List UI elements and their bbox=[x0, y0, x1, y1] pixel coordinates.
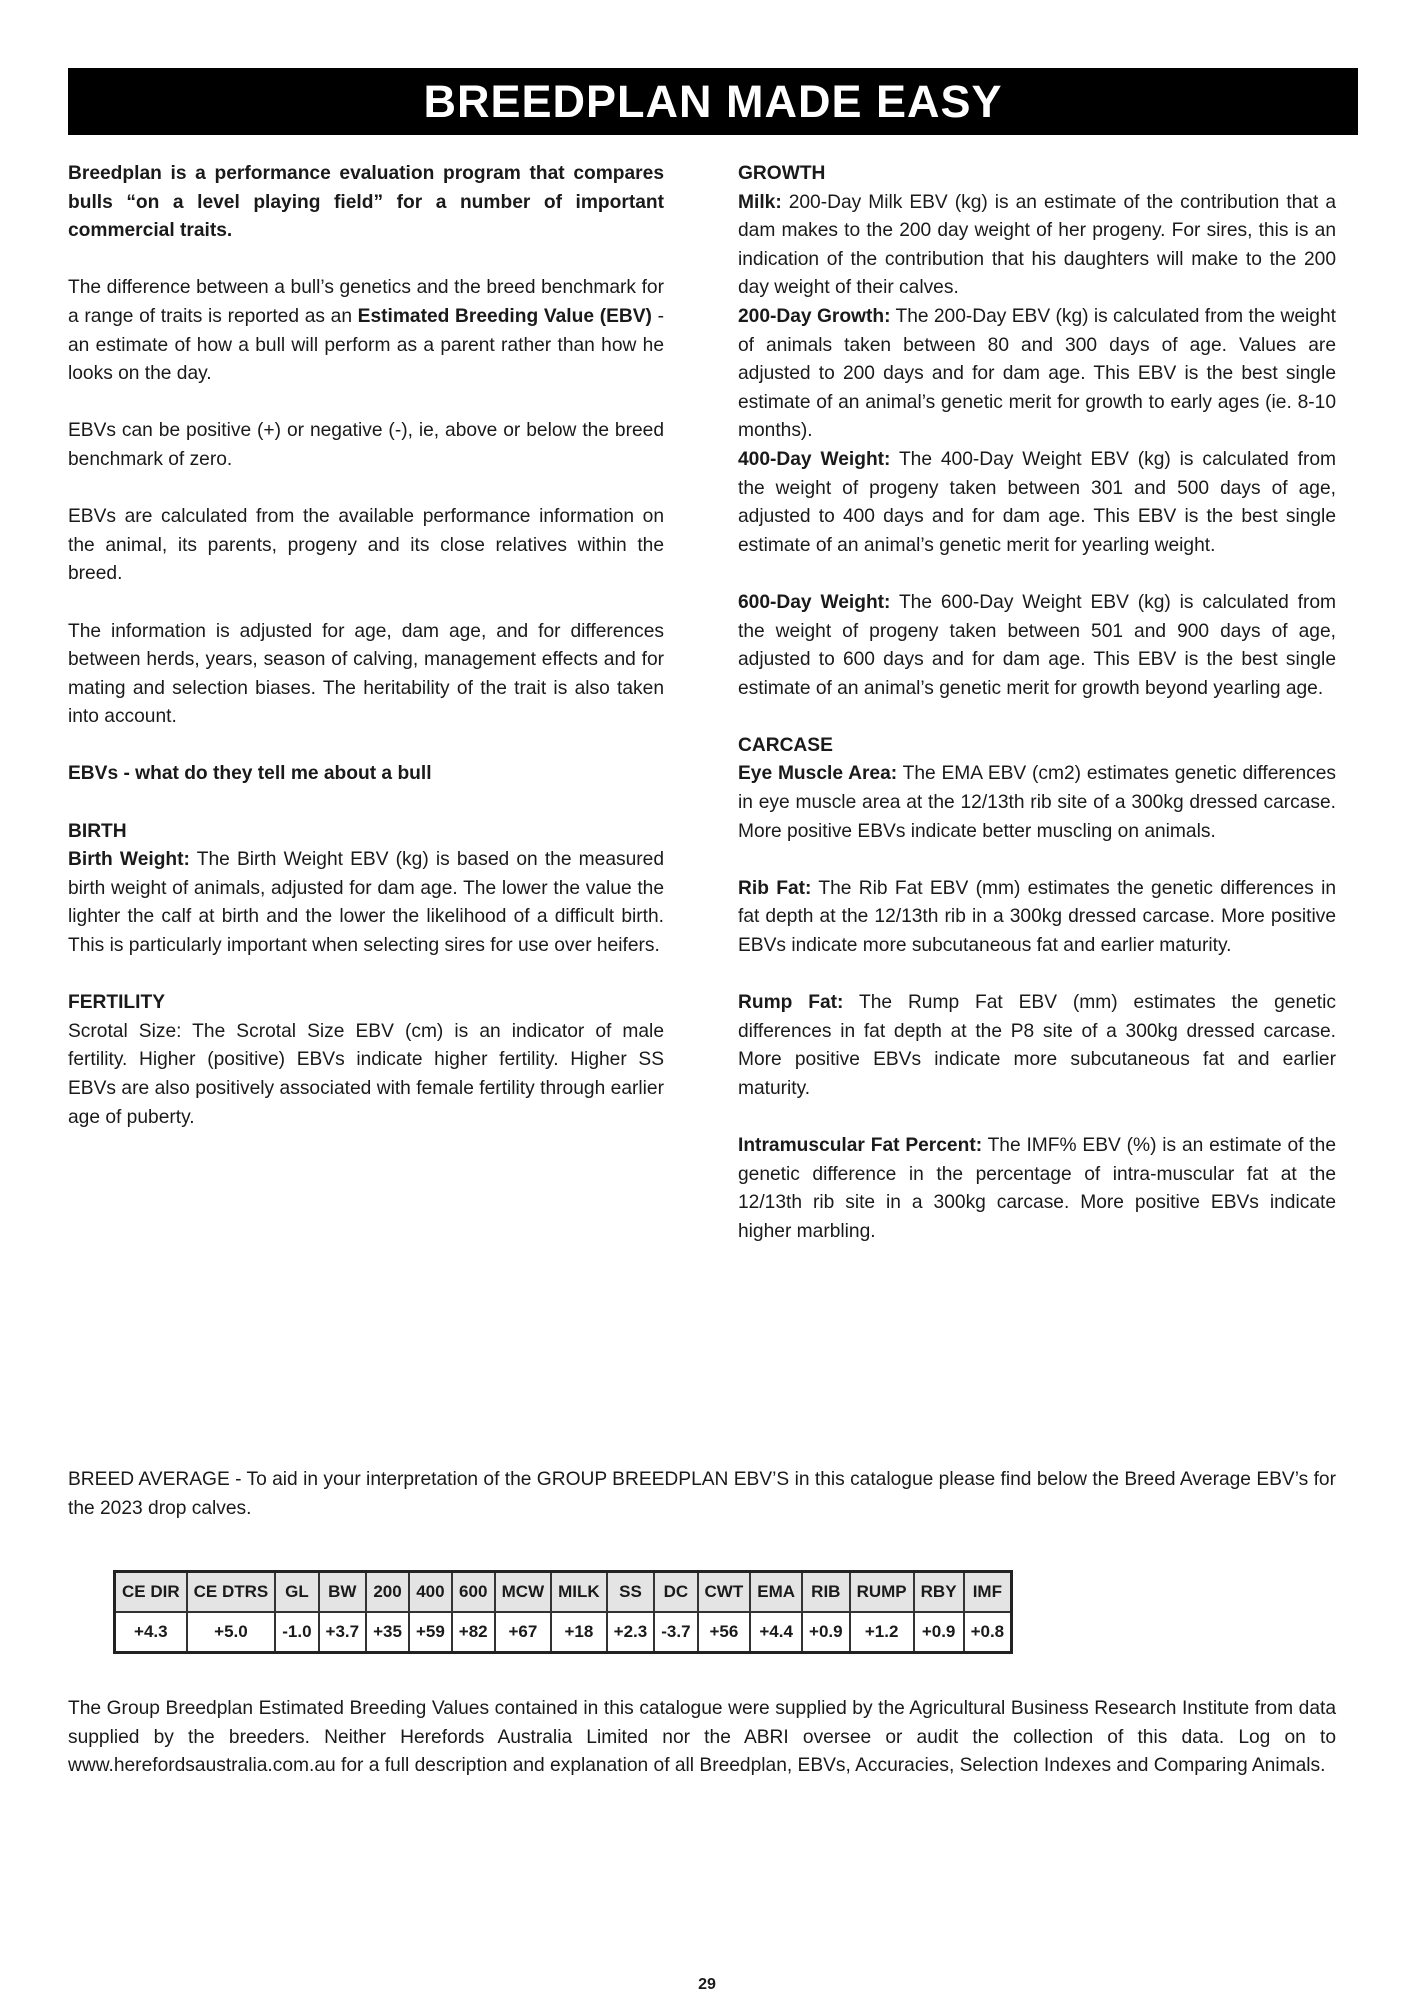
table-cell: +82 bbox=[452, 1612, 495, 1653]
page-number: 29 bbox=[698, 1976, 716, 1993]
table-cell: +5.0 bbox=[187, 1612, 276, 1653]
table-cell: +2.3 bbox=[607, 1612, 655, 1653]
table-cell: +0.9 bbox=[914, 1612, 964, 1653]
birth-weight-paragraph: Birth Weight: The Birth Weight EBV (kg) is based on the measured birth weight of animals, adjusted for dam age. The lower the value the lighter the calf at birth and the lower the likelihood of a difficult birth. This is particularly important when selecting sires for use over heifers. bbox=[68, 849, 664, 957]
fertility-heading: FERTILITY bbox=[68, 992, 165, 1014]
column-header: CE DTRS bbox=[187, 1572, 276, 1613]
table-cell: -3.7 bbox=[654, 1612, 697, 1653]
page-title-banner: BREEDPLAN MADE EASY bbox=[68, 68, 1358, 135]
intro-paragraph: Breedplan is a performance evaluation program that compares bulls “on a level playing field” for a number of important commercial traits. bbox=[68, 163, 664, 242]
column-header: RBY bbox=[914, 1572, 964, 1613]
weight-400-paragraph: 400-Day Weight: The 400-Day Weight EBV (kg) is calculated from the weight of progeny taken between 301 and 500 days of age, adjusted to 400 days and for dam age. This EBV is the best single estimate of an animal’s genetic merit for yearling weight. bbox=[738, 448, 1337, 556]
column-header: CWT bbox=[698, 1572, 751, 1613]
weight-600-paragraph: 600-Day Weight: The 600-Day Weight EBV (kg) is calculated from the weight of progeny taken between 501 and 900 days of age, adjusted to 600 days and for dam age. This EBV is the best single estimate of an animal’s genetic merit for growth beyond yearling age. bbox=[738, 591, 1337, 699]
milk-paragraph: Milk: 200-Day Milk EBV (kg) is an estimate of the contribution that a dam makes to the 200 day weight of her progeny. For sires, this is an indication of the contribution that his daughters will make to the 200 day weight of their calves. bbox=[738, 191, 1336, 299]
table-cell: +67 bbox=[495, 1612, 551, 1653]
growth-heading: GROWTH bbox=[738, 163, 826, 184]
adjustment-paragraph: The information is adjusted for age, dam age, and for differences between herds, years, season of calving, management effects and for mating and selection biases. The heritability of the trait is also taken into account. bbox=[68, 620, 664, 728]
rib-fat-paragraph: Rib Fat: The Rib Fat EBV (mm) estimates the genetic differences in fat depth at the 12/13th rib in a 300kg dressed carcase. More positive EBVs indicate more subcutaneous fat and earlier maturity. bbox=[738, 877, 1336, 957]
table-row bbox=[115, 1612, 1012, 1653]
imf-paragraph: Intramuscular Fat Percent: The IMF% EBV (%) is an estimate of the genetic difference in the percentage of intra-muscular fat at the 12/13th rib site in a 300kg carcase. More positive EBVs indicate higher marbling. bbox=[738, 1135, 1336, 1242]
table-cell: +4.3 bbox=[115, 1612, 187, 1653]
table-cell: -1.0 bbox=[275, 1612, 318, 1653]
breed-average-table bbox=[113, 1570, 1013, 1654]
eye-muscle-area-paragraph: Eye Muscle Area: The EMA EBV (cm2) estimates genetic differences in eye muscle area at the 12/13th rib site of a 300kg dressed carcase. More positive EBVs indicate better muscling on animals. bbox=[738, 763, 1336, 842]
column-header: MCW bbox=[495, 1572, 551, 1613]
ebv-subheading: EBVs - what do they tell me about a bull bbox=[68, 763, 432, 785]
table-cell: +1.2 bbox=[850, 1612, 914, 1653]
column-header: IMF bbox=[964, 1572, 1012, 1613]
table-cell: +56 bbox=[698, 1612, 751, 1653]
ebv-definition-paragraph: The difference between a bull’s genetics and the breed benchmark for a range of traits is reported as an Estimated Breeding Value (EBV) - an estimate of how a bull will perform as a parent rather than how he looks on the day. bbox=[68, 277, 665, 385]
column-header: 600 bbox=[452, 1572, 495, 1613]
column-header: RIB bbox=[802, 1572, 850, 1613]
breed-average-note: BREED AVERAGE - To aid in your interpretation of the GROUP BREEDPLAN EBV’S in this catalogue please find below the Breed Average EBV’s for the 2023 drop calves. bbox=[68, 1469, 1336, 1519]
column-header: 200 bbox=[366, 1572, 409, 1613]
rump-fat-paragraph: Rump Fat: The Rump Fat EBV (mm) estimates the genetic differences in fat depth at the P8 site of a 300kg dressed carcase. More positive EBVs indicate more subcutaneous fat and earlier maturity. bbox=[738, 992, 1336, 1099]
table-cell: +18 bbox=[551, 1612, 607, 1653]
column-header: DC bbox=[654, 1572, 697, 1613]
table-cell: +35 bbox=[366, 1612, 409, 1653]
table-header-row bbox=[115, 1572, 1012, 1613]
scrotal-size-paragraph: Scrotal Size: The Scrotal Size EBV (cm) is an indicator of male fertility. Higher (positive) EBVs indicate higher fertility. Higher SS EBVs are also positively associated with female fertility through earlier age of puberty. bbox=[68, 1020, 664, 1128]
column-header: MILK bbox=[551, 1572, 607, 1613]
column-header: CE DIR bbox=[115, 1572, 187, 1613]
ebv-sign-paragraph: EBVs can be positive (+) or negative (-), ie, above or below the breed benchmark of zero. bbox=[68, 420, 664, 470]
carcase-heading: CARCASE bbox=[738, 734, 833, 756]
left-column bbox=[68, 160, 664, 1132]
table-cell: +59 bbox=[409, 1612, 452, 1653]
column-header: EMA bbox=[750, 1572, 802, 1613]
ebv-calculation-paragraph: EBVs are calculated from the available performance information on the animal, its parents, progeny and its close relatives within the breed. bbox=[68, 506, 664, 585]
table-cell: +0.9 bbox=[802, 1612, 850, 1653]
table-cell: +4.4 bbox=[750, 1612, 802, 1653]
column-header: RUMP bbox=[850, 1572, 914, 1613]
growth-200-paragraph: 200-Day Growth: The 200-Day EBV (kg) is calculated from the weight of animals taken between 80 and 300 days of age. Values are adjusted to 200 days and for dam age. This EBV is the best single estimate of an animal’s genetic merit for growth to early ages (ie. 8-10 months). bbox=[738, 305, 1336, 442]
column-header: SS bbox=[607, 1572, 655, 1613]
disclaimer-paragraph: The Group Breedplan Estimated Breeding Values contained in this catalogue were supplied by the Agricultural Business Research Institute from data supplied by the breeders. Neither Herefords Australia Limited nor the ABRI oversee or audit the collection of this data. Log on to www.herefordsaustralia.com.au for a full description and explanation of all Breedplan, EBVs, Accuracies, Selection Indexes and Comparing Animals. bbox=[68, 1698, 1336, 1777]
table-cell: +0.8 bbox=[964, 1612, 1012, 1653]
column-header: BW bbox=[319, 1572, 367, 1613]
table-cell: +3.7 bbox=[319, 1612, 367, 1653]
birth-heading: BIRTH bbox=[68, 820, 127, 842]
column-header: 400 bbox=[409, 1572, 452, 1613]
column-header: GL bbox=[275, 1572, 318, 1613]
right-column bbox=[738, 160, 1336, 1247]
